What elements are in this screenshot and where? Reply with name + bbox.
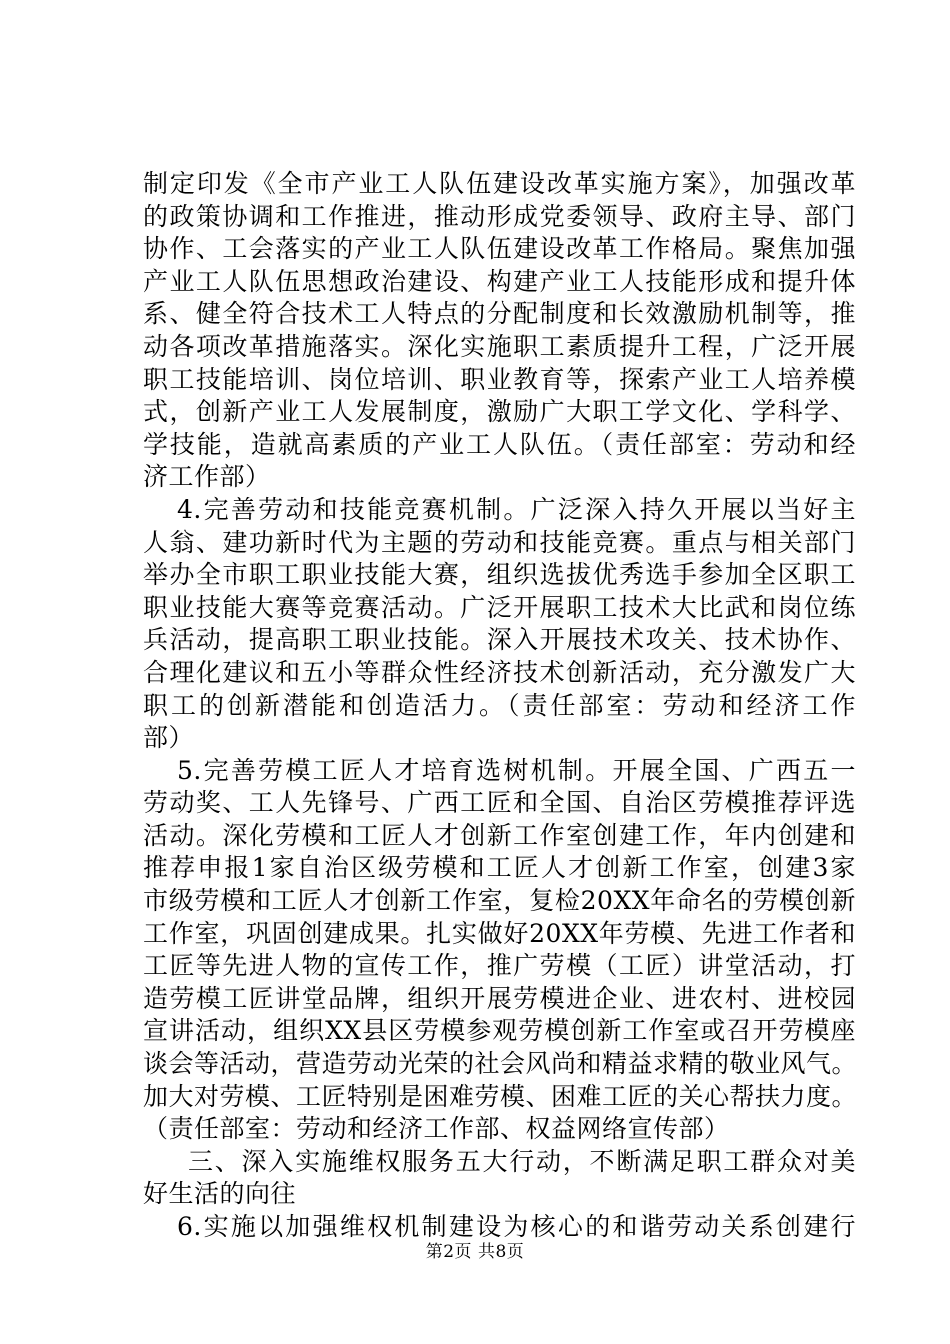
text-line: 式，创新产业工人发展制度，激励广大职工学文化、学科学、 [143, 397, 856, 427]
text-line: 学技能，造就高素质的产业工人队伍。（责任部室：劳动和经 [143, 429, 856, 459]
text-line: 合理化建议和五小等群众性经济技术创新活动，充分激发广大 [143, 657, 856, 687]
paragraph-first-line: 6.实施以加强维权机制建设为核心的和谐劳动关系创建行 [177, 1212, 856, 1241]
text-line: 的政策协调和工作推进，推动形成党委领导、政府主导、部门 [143, 201, 856, 231]
section-heading-continuation: 好生活的向往 [143, 1179, 297, 1209]
body-text [143, 168, 856, 1244]
text-line: 人翁、建功新时代为主题的劳动和技能竞赛。重点与相关部门 [143, 527, 856, 557]
text-line: 市级劳模和工匠人才创新工作室，复检20XX年命名的劳模创新 [143, 886, 856, 916]
text-line: 职工的创新潜能和创造活力。（责任部室：劳动和经济工作 [143, 690, 856, 720]
text-line: 宣讲活动，组织XX县区劳模参观劳模创新工作室或召开劳模座 [143, 1016, 856, 1046]
text-line: 职业技能大赛等竞赛活动。广泛开展职工技术大比武和岗位练 [143, 592, 856, 622]
text-line: 工匠等先进人物的宣传工作，推广劳模（工匠）讲堂活动，打 [143, 951, 856, 981]
text-line: 部） [143, 723, 195, 753]
section-heading: 三、深入实施维权服务五大行动，不断满足职工群众对美 [188, 1146, 856, 1176]
text-line: 加大对劳模、工匠特别是困难劳模、困难工匠的关心帮扶力度。 [143, 1081, 858, 1111]
paragraph-first-line: 5.完善劳模工匠人才培育选树机制。开展全国、广西五一 [177, 755, 856, 785]
text-line: 协作、工会落实的产业工人队伍建设改革工作格局。聚焦加强 [143, 234, 856, 264]
text-line: 济工作部） [143, 462, 271, 492]
text-line: （责任部室：劳动和经济工作部、权益网络宣传部） [143, 1114, 730, 1144]
text-line: 推荐申报1家自治区级劳模和工匠人才创新工作室，创建3家 [143, 853, 856, 883]
text-line: 举办全市职工职业技能大赛，组织选拔优秀选手参加全区职工 [143, 560, 856, 590]
text-line: 系、健全符合技术工人特点的分配制度和长效激励机制等，推 [143, 299, 856, 329]
text-line: 产业工人队伍思想政治建设、构建产业工人技能形成和提升体 [143, 266, 856, 296]
text-line: 造劳模工匠讲堂品牌，组织开展劳模进企业、进农村、进校园 [143, 983, 856, 1013]
text-line: 活动。深化劳模和工匠人才创新工作室创建工作，年内创建和 [143, 820, 856, 850]
text-line: 劳动奖、工人先锋号、广西工匠和全国、自治区劳模推荐评选 [143, 788, 856, 818]
text-line: 动各项改革措施落实。深化实施职工素质提升工程，广泛开展 [143, 331, 856, 361]
page-footer: 第2页 共8页 [425, 1242, 525, 1262]
text-line: 谈会等活动，营造劳动光荣的社会风尚和精益求精的敬业风气。 [143, 1049, 858, 1079]
text-line: 制定印发《全市产业工人队伍建设改革实施方案》，加强改革 [143, 169, 856, 198]
text-line: 工作室，巩固创建成果。扎实做好20XX年劳模、先进工作者和 [143, 918, 856, 948]
paragraph-first-line: 4.完善劳动和技能竞赛机制。广泛深入持久开展以当好主 [177, 494, 856, 524]
text-line: 职工技能培训、岗位培训、职业教育等，探索产业工人培养模 [143, 364, 856, 394]
text-line: 兵活动，提高职工职业技能。深入开展技术攻关、技术协作、 [143, 625, 856, 655]
